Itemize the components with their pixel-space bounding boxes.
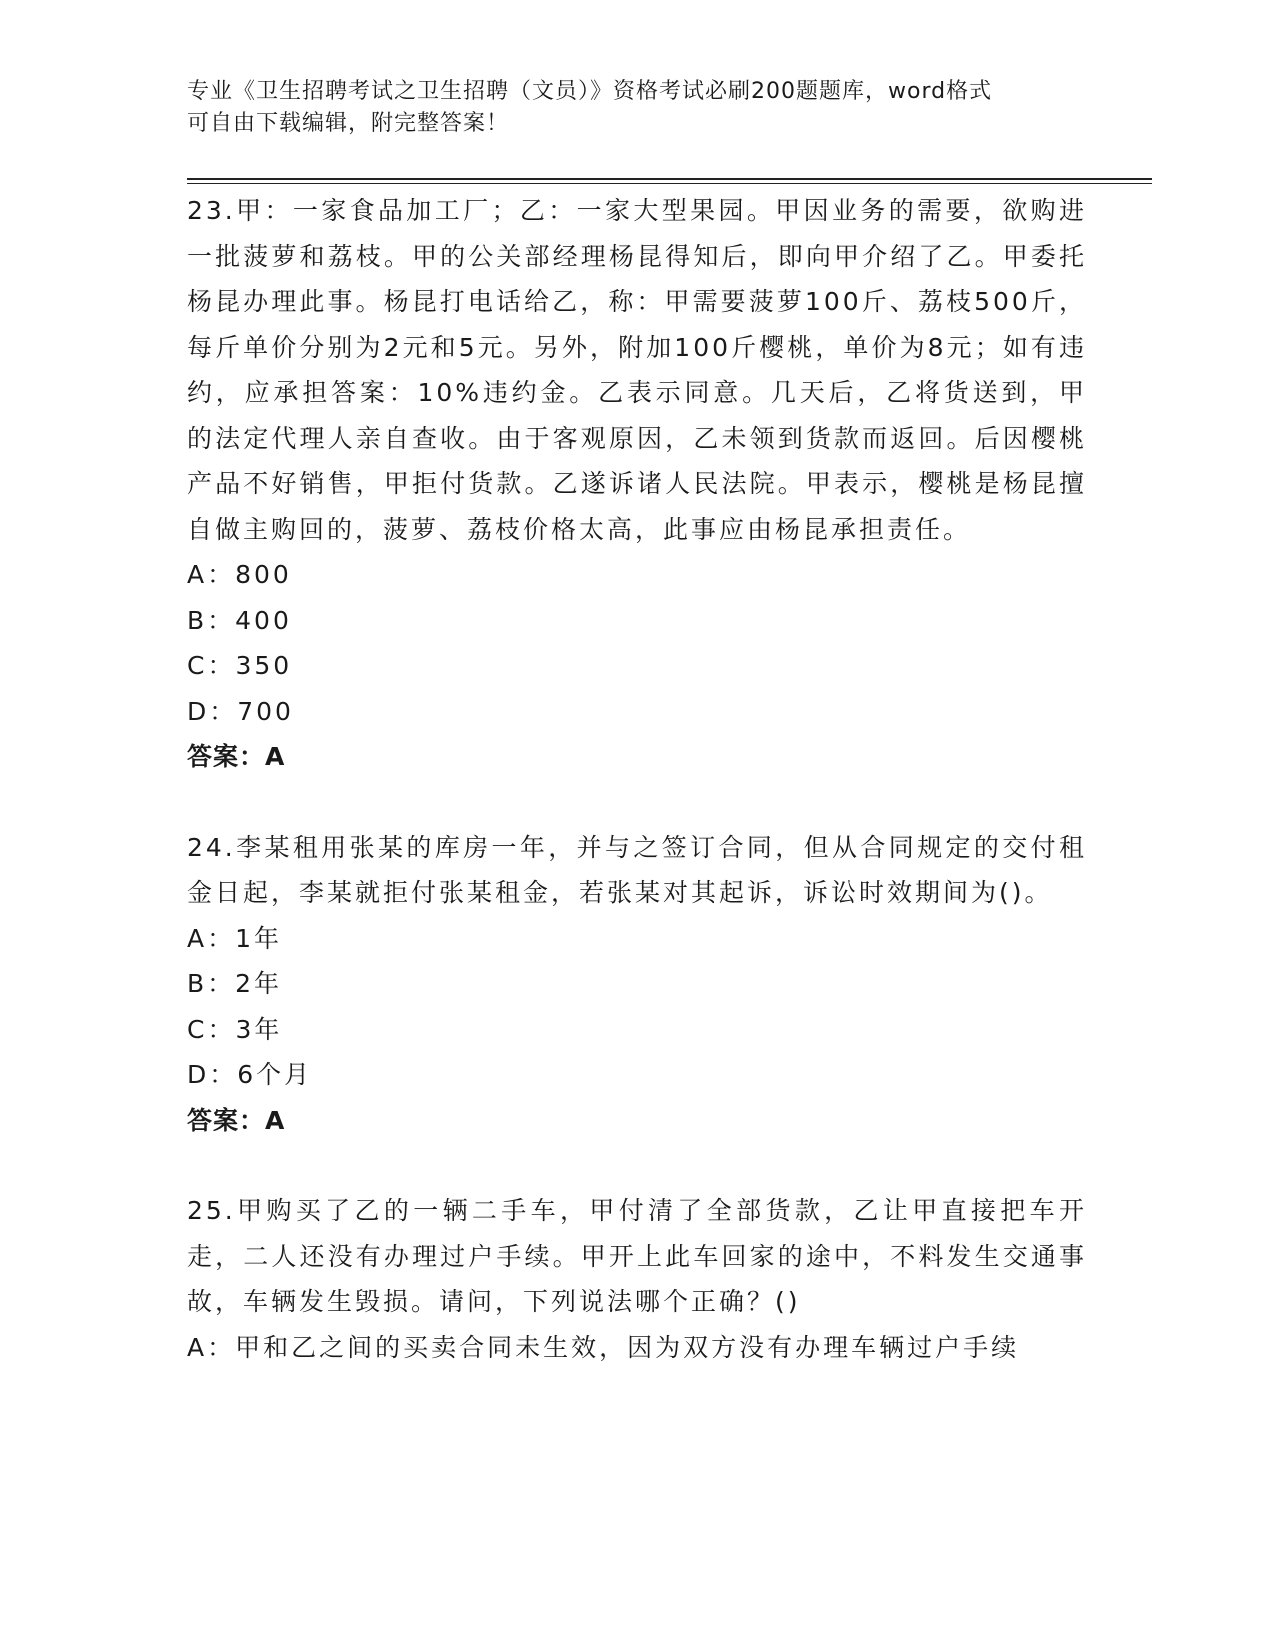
document-header [187, 76, 1067, 140]
question-text: 23.甲：一家食品加工厂；乙：一家大型果园。甲因业务的需要，欲购进一批菠萝和荔枝。甲的公关部经理杨昆得知后，即向甲介绍了乙。甲委托杨昆办理此事。杨昆打电话给乙，称：甲需要菠萝100斤、荔枝500斤，每斤单价分别为2元和5元。另外，附加100斤樱桃，单价为8元；如有违约，应承担答案：10%违约金。乙表示同意。几天后，乙将货送到，甲的法定代理人亲自查收。由于客观原因，乙未领到货款而返回。后因樱桃产品不好销售，甲拒付货款。乙遂诉诸人民法院。甲表示，樱桃是杨昆擅自做主购回的，菠萝、荔枝价格太高，此事应由杨昆承担责任。 [187, 196, 1087, 544]
header-line-2: 可自由下载编辑，附完整答案！ [187, 111, 510, 136]
answer-label: 答案：A [187, 742, 286, 771]
option-a: A：1年 [187, 923, 283, 953]
option-d: D：6个月 [187, 1060, 313, 1089]
option-a: A：800 [187, 560, 292, 589]
option-c: C：3年 [187, 1014, 283, 1044]
option-b: B：400 [187, 605, 292, 635]
question-list [187, 188, 1087, 1415]
option-a: A：甲和乙之间的买卖合同未生效，因为双方没有办理车辆过户手续 [187, 1332, 1020, 1362]
question-text: 24.李某租用张某的库房一年，并与之签订合同，但从合同规定的交付租金日起，李某就拒付张某租金，若张某对其起诉，诉讼时效期间为()。 [187, 832, 1087, 907]
option-b: B：2年 [187, 969, 283, 998]
header-divider-thin [187, 183, 1152, 184]
option-c: C：350 [187, 651, 293, 680]
header-divider-thick [187, 178, 1152, 180]
header-line-1: 专业《卫生招聘考试之卫生招聘（文员）》资格考试必刷200题题库，word格式 [187, 79, 993, 104]
answer-label: 答案：A [187, 1105, 286, 1135]
question-24 [187, 825, 1087, 1144]
option-d: D：700 [187, 696, 294, 726]
question-text: 25.甲购买了乙的一辆二手车，甲付清了全部货款，乙让甲直接把车开走，二人还没有办理过户手续。甲开上此车回家的途中，不料发生交通事故，车辆发生毁损。请问，下列说法哪个正确？() [187, 1196, 1087, 1316]
question-23 [187, 188, 1087, 780]
question-25 [187, 1188, 1087, 1370]
